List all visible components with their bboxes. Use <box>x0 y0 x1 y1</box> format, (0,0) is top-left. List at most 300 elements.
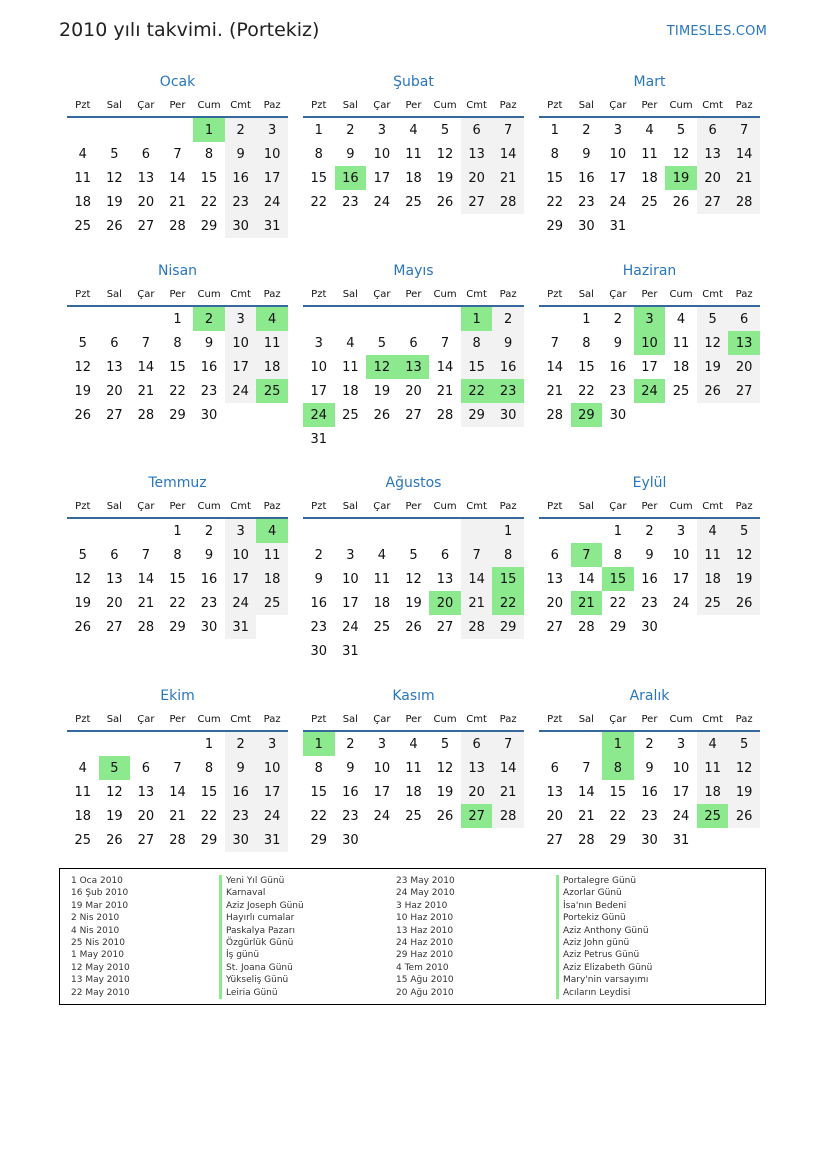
weekday-label: Cmt <box>466 288 487 300</box>
month-calendar <box>539 259 760 427</box>
day-cell: 8 <box>461 331 493 355</box>
holiday-date: 13 Haz 2010 <box>396 925 454 936</box>
empty-day-cell <box>67 732 99 756</box>
day-cell: 26 <box>74 619 92 635</box>
holiday-date: 24 Haz 2010 <box>396 937 454 948</box>
month-calendar <box>539 471 760 639</box>
day-cell: 27 <box>728 379 760 403</box>
weekday-label: Cum <box>669 99 693 111</box>
weekday-label: Cum <box>433 500 457 512</box>
weekday-label: Cmt <box>702 288 723 300</box>
weekday-label: Cmt <box>466 99 487 111</box>
empty-day-cell <box>256 403 288 427</box>
empty-day-cell <box>99 118 131 142</box>
empty-day-cell <box>366 307 398 331</box>
weekday-label: Çar <box>373 99 391 111</box>
month-calendar <box>539 684 760 852</box>
day-cell: 26 <box>106 832 123 848</box>
day-cell: 17 <box>672 784 690 800</box>
empty-day-cell <box>130 732 162 756</box>
day-cell: 23 <box>641 808 658 824</box>
day-cell: 8 <box>204 760 214 776</box>
day-cell: 4 <box>697 519 729 543</box>
day-cell: 5 <box>409 547 418 563</box>
holiday-day-cell: 27 <box>461 804 493 828</box>
day-cell: 11 <box>697 543 729 567</box>
month-title: Aralık <box>629 688 670 704</box>
day-cell: 4 <box>676 311 686 327</box>
day-cell: 30 <box>200 407 218 423</box>
day-cell: 11 <box>373 571 391 587</box>
day-cell: 28 <box>546 407 564 423</box>
month-calendar <box>539 70 760 238</box>
weekday-label: Sal <box>578 500 594 512</box>
day-cell: 21 <box>492 166 524 190</box>
day-cell: 7 <box>582 760 591 776</box>
day-grid <box>303 118 524 214</box>
empty-day-cell <box>665 615 697 639</box>
day-cell: 17 <box>225 355 257 379</box>
day-cell: 9 <box>225 756 257 780</box>
empty-day-cell <box>335 519 367 543</box>
day-cell: 20 <box>137 194 155 210</box>
page-title: 2010 yılı takvimi. (Portekiz) <box>59 19 320 41</box>
day-cell: 8 <box>173 335 182 351</box>
month-title: Eylül <box>632 475 667 491</box>
empty-day-cell <box>429 639 461 663</box>
holiday-name: Hayırlı cumalar <box>219 912 304 924</box>
day-cell: 11 <box>256 543 288 567</box>
day-cell: 8 <box>204 146 214 162</box>
weekday-label: Cmt <box>466 500 487 512</box>
day-cell: 11 <box>697 756 729 780</box>
day-cell: 30 <box>225 214 257 238</box>
holiday-day-cell: 25 <box>256 379 288 403</box>
day-cell: 26 <box>436 194 454 210</box>
day-cell: 21 <box>137 383 155 399</box>
day-cell: 14 <box>169 784 186 800</box>
day-grid <box>539 118 760 238</box>
day-cell: 14 <box>546 359 564 375</box>
day-cell: 4 <box>697 732 729 756</box>
day-cell: 1 <box>492 519 524 543</box>
weekday-label: Paz <box>735 288 753 300</box>
month-title: Haziran <box>622 263 677 279</box>
day-cell: 13 <box>106 571 123 587</box>
day-cell: 13 <box>106 359 123 375</box>
day-cell: 9 <box>346 760 355 776</box>
weekday-label: Paz <box>263 288 281 300</box>
weekday-label: Paz <box>499 288 517 300</box>
day-cell: 9 <box>645 760 654 776</box>
holiday-day-cell: 10 <box>634 331 666 355</box>
day-cell: 1 <box>173 523 182 539</box>
day-cell: 29 <box>461 403 493 427</box>
weekday-header <box>303 708 524 732</box>
weekday-label: Per <box>405 288 422 300</box>
day-cell: 30 <box>492 403 524 427</box>
holiday-day-cell: 1 <box>461 307 493 331</box>
empty-day-cell <box>67 307 99 331</box>
month-title: Nisan <box>157 263 198 279</box>
day-cell: 24 <box>373 194 391 210</box>
day-cell: 29 <box>609 832 627 848</box>
empty-day-cell <box>461 427 493 451</box>
month-title: Temmuz <box>148 475 207 491</box>
weekday-label: Cum <box>197 99 221 111</box>
weekday-label: Cum <box>197 288 221 300</box>
day-cell: 13 <box>436 571 454 587</box>
weekday-label: Cmt <box>702 500 723 512</box>
empty-day-cell <box>461 519 493 543</box>
day-cell: 28 <box>169 218 186 234</box>
weekday-label: Sal <box>106 288 122 300</box>
day-cell: 4 <box>78 146 87 162</box>
empty-day-cell <box>492 828 524 852</box>
day-cell: 25 <box>74 218 92 234</box>
day-cell: 27 <box>546 832 564 848</box>
day-cell: 16 <box>225 166 257 190</box>
day-cell: 22 <box>546 194 564 210</box>
empty-day-cell <box>256 615 288 639</box>
day-cell: 7 <box>141 335 151 351</box>
day-cell: 5 <box>728 519 760 543</box>
day-cell: 2 <box>645 523 654 539</box>
holiday-name: Aziz Joseph Günü <box>219 900 304 912</box>
weekday-label: Per <box>641 500 658 512</box>
day-cell: 2 <box>346 736 355 752</box>
weekday-label: Sal <box>578 288 594 300</box>
empty-day-cell <box>571 519 603 543</box>
day-cell: 16 <box>310 595 328 611</box>
day-cell: 26 <box>728 804 760 828</box>
holiday-name: Aziz John günü <box>556 937 652 949</box>
month-calendar <box>67 259 288 427</box>
empty-day-cell <box>697 214 729 238</box>
day-cell: 29 <box>609 619 627 635</box>
day-cell: 30 <box>225 828 257 852</box>
month-title: Ekim <box>160 688 195 704</box>
empty-day-cell <box>429 828 461 852</box>
day-cell: 1 <box>204 736 214 752</box>
weekday-label: Paz <box>499 99 517 111</box>
day-cell: 6 <box>409 335 418 351</box>
month-title: Mart <box>633 74 666 90</box>
month-title: Kasım <box>392 688 435 704</box>
day-cell: 15 <box>169 359 186 375</box>
empty-day-cell <box>162 732 194 756</box>
day-cell: 5 <box>440 122 450 138</box>
day-cell: 6 <box>697 118 729 142</box>
day-cell: 4 <box>78 760 87 776</box>
empty-day-cell <box>634 214 666 238</box>
holiday-day-cell: 13 <box>728 331 760 355</box>
day-cell: 21 <box>137 595 155 611</box>
day-cell: 22 <box>578 383 595 399</box>
day-cell: 20 <box>697 166 729 190</box>
weekday-label: Cum <box>669 713 693 725</box>
weekday-label: Paz <box>263 713 281 725</box>
weekday-label: Pzt <box>547 500 563 512</box>
site-link[interactable]: TIMESLES.COM <box>666 24 767 39</box>
holiday-date: 16 Şub 2010 <box>71 888 129 899</box>
weekday-label: Per <box>405 99 422 111</box>
day-cell: 31 <box>256 214 288 238</box>
day-cell: 17 <box>256 780 288 804</box>
day-cell: 21 <box>546 383 564 399</box>
day-cell: 3 <box>256 732 288 756</box>
day-cell: 13 <box>546 784 564 800</box>
day-cell: 7 <box>492 732 524 756</box>
day-cell: 30 <box>310 643 328 659</box>
weekday-label: Sal <box>578 99 594 111</box>
holiday-day-cell: 21 <box>571 591 603 615</box>
day-grid <box>303 307 524 451</box>
day-cell: 22 <box>310 808 328 824</box>
day-cell: 25 <box>672 383 690 399</box>
day-cell: 29 <box>310 832 328 848</box>
day-cell: 4 <box>409 736 418 752</box>
holiday-day-cell: 16 <box>335 166 367 190</box>
day-cell: 14 <box>137 571 155 587</box>
day-cell: 21 <box>169 808 186 824</box>
day-cell: 16 <box>200 359 218 375</box>
day-cell: 26 <box>373 407 391 423</box>
day-cell: 3 <box>225 307 257 331</box>
weekday-label: Per <box>169 99 186 111</box>
day-cell: 12 <box>672 146 690 162</box>
day-cell: 13 <box>461 142 493 166</box>
day-cell: 24 <box>256 190 288 214</box>
day-cell: 4 <box>377 547 387 563</box>
day-cell: 24 <box>256 804 288 828</box>
day-cell: 15 <box>200 170 218 186</box>
day-cell: 10 <box>342 571 359 587</box>
day-cell: 27 <box>436 619 454 635</box>
empty-day-cell <box>697 403 729 427</box>
weekday-label: Çar <box>373 288 391 300</box>
day-cell: 1 <box>173 311 182 327</box>
day-cell: 12 <box>728 756 760 780</box>
day-cell: 9 <box>613 335 623 351</box>
holiday-names-col-2 <box>556 875 652 999</box>
weekday-label: Sal <box>342 99 358 111</box>
day-cell: 25 <box>641 194 658 210</box>
holiday-day-cell: 22 <box>492 591 524 615</box>
holiday-date: 29 Haz 2010 <box>396 950 454 961</box>
weekday-label: Sal <box>106 713 122 725</box>
day-cell: 10 <box>373 760 391 776</box>
empty-day-cell <box>539 307 571 331</box>
day-cell: 26 <box>697 379 729 403</box>
day-cell: 19 <box>106 194 123 210</box>
weekday-label: Pzt <box>311 288 327 300</box>
day-cell: 21 <box>436 383 454 399</box>
weekday-label: Paz <box>499 713 517 725</box>
weekday-label: Per <box>169 713 186 725</box>
day-cell: 5 <box>78 547 87 563</box>
weekday-label: Pzt <box>311 500 327 512</box>
day-grid <box>539 519 760 639</box>
day-cell: 12 <box>436 760 454 776</box>
day-cell: 28 <box>137 407 155 423</box>
holiday-name: Mary'nin varsayımı <box>556 974 652 986</box>
day-cell: 6 <box>110 547 119 563</box>
day-cell: 22 <box>169 383 186 399</box>
day-cell: 15 <box>169 571 186 587</box>
weekday-label: Sal <box>578 713 594 725</box>
empty-day-cell <box>99 519 131 543</box>
holiday-day-cell: 7 <box>571 543 603 567</box>
empty-day-cell <box>728 828 760 852</box>
weekday-label: Paz <box>263 500 281 512</box>
day-cell: 24 <box>672 808 690 824</box>
weekday-label: Pzt <box>75 500 91 512</box>
empty-day-cell <box>728 615 760 639</box>
day-cell: 8 <box>550 146 559 162</box>
weekday-header <box>539 708 760 732</box>
day-cell: 28 <box>578 619 595 635</box>
day-cell: 18 <box>256 355 288 379</box>
day-cell: 4 <box>409 122 418 138</box>
day-grid <box>539 732 760 852</box>
weekday-label: Cmt <box>230 713 251 725</box>
holiday-day-cell: 1 <box>303 732 335 756</box>
weekday-header <box>539 94 760 118</box>
day-cell: 17 <box>225 567 257 591</box>
day-cell: 8 <box>173 547 182 563</box>
day-cell: 22 <box>200 808 218 824</box>
month-calendar <box>303 70 524 214</box>
empty-day-cell <box>162 118 194 142</box>
empty-day-cell <box>130 307 162 331</box>
day-cell: 23 <box>225 804 257 828</box>
day-cell: 27 <box>697 190 729 214</box>
holiday-day-cell: 25 <box>697 804 729 828</box>
holiday-name: İş günü <box>219 949 304 961</box>
day-cell: 18 <box>74 808 92 824</box>
day-cell: 26 <box>74 407 92 423</box>
day-cell: 29 <box>169 407 186 423</box>
empty-day-cell <box>335 427 367 451</box>
weekday-label: Per <box>169 500 186 512</box>
day-cell: 17 <box>256 166 288 190</box>
day-cell: 30 <box>342 832 359 848</box>
day-grid <box>67 732 288 852</box>
day-cell: 22 <box>609 808 627 824</box>
day-cell: 29 <box>546 218 564 234</box>
day-cell: 31 <box>609 218 627 234</box>
day-cell: 18 <box>405 784 422 800</box>
weekday-header <box>67 708 288 732</box>
day-cell: 25 <box>373 619 391 635</box>
day-cell: 15 <box>578 359 595 375</box>
day-cell: 31 <box>672 832 690 848</box>
day-cell: 13 <box>137 784 155 800</box>
holiday-day-cell: 5 <box>99 756 131 780</box>
day-cell: 6 <box>461 118 493 142</box>
weekday-label: Cum <box>669 288 693 300</box>
day-cell: 16 <box>200 571 218 587</box>
empty-day-cell <box>398 307 430 331</box>
day-cell: 16 <box>342 784 359 800</box>
day-cell: 25 <box>405 808 422 824</box>
weekday-label: Cmt <box>230 99 251 111</box>
day-cell: 7 <box>550 335 559 351</box>
holiday-day-cell: 4 <box>256 307 288 331</box>
holiday-dates-col-1 <box>71 875 130 999</box>
day-cell: 18 <box>373 595 391 611</box>
weekday-label: Pzt <box>75 288 91 300</box>
day-cell: 5 <box>728 732 760 756</box>
day-cell: 9 <box>204 335 214 351</box>
day-cell: 24 <box>373 808 391 824</box>
empty-day-cell <box>366 639 398 663</box>
day-cell: 2 <box>225 732 257 756</box>
day-cell: 10 <box>672 547 690 563</box>
holiday-name: Portalegre Günü <box>556 875 652 887</box>
day-cell: 23 <box>200 595 218 611</box>
day-cell: 18 <box>697 780 729 804</box>
month-title: Ocak <box>159 74 196 90</box>
day-cell: 23 <box>641 595 658 611</box>
day-cell: 12 <box>697 331 729 355</box>
day-cell: 30 <box>200 619 218 635</box>
weekday-label: Paz <box>263 99 281 111</box>
day-cell: 28 <box>461 615 493 639</box>
empty-day-cell <box>571 732 603 756</box>
day-cell: 19 <box>436 170 454 186</box>
weekday-label: Paz <box>735 99 753 111</box>
day-cell: 11 <box>342 359 359 375</box>
day-cell: 6 <box>550 547 559 563</box>
day-cell: 3 <box>314 335 323 351</box>
day-cell: 5 <box>697 307 729 331</box>
empty-day-cell <box>539 732 571 756</box>
day-cell: 28 <box>578 832 595 848</box>
day-cell: 15 <box>310 784 328 800</box>
empty-day-cell <box>303 307 335 331</box>
weekday-header <box>539 495 760 519</box>
weekday-header <box>67 94 288 118</box>
day-cell: 15 <box>609 784 627 800</box>
day-cell: 1 <box>550 122 559 138</box>
day-cell: 20 <box>728 355 760 379</box>
day-cell: 8 <box>613 547 623 563</box>
weekday-label: Çar <box>609 99 627 111</box>
day-cell: 6 <box>141 146 151 162</box>
empty-day-cell <box>461 639 493 663</box>
day-cell: 18 <box>256 567 288 591</box>
day-cell: 14 <box>492 756 524 780</box>
day-cell: 1 <box>314 122 323 138</box>
day-cell: 28 <box>137 619 155 635</box>
weekday-header <box>539 283 760 307</box>
empty-day-cell <box>398 519 430 543</box>
empty-day-cell <box>130 118 162 142</box>
day-grid <box>67 307 288 427</box>
day-cell: 30 <box>641 619 658 635</box>
weekday-label: Pzt <box>75 99 91 111</box>
day-cell: 20 <box>546 808 564 824</box>
weekday-label: Çar <box>373 500 391 512</box>
day-cell: 23 <box>342 808 359 824</box>
day-cell: 3 <box>346 547 355 563</box>
day-cell: 25 <box>697 591 729 615</box>
empty-day-cell <box>429 427 461 451</box>
weekday-header <box>67 495 288 519</box>
day-cell: 10 <box>373 146 391 162</box>
